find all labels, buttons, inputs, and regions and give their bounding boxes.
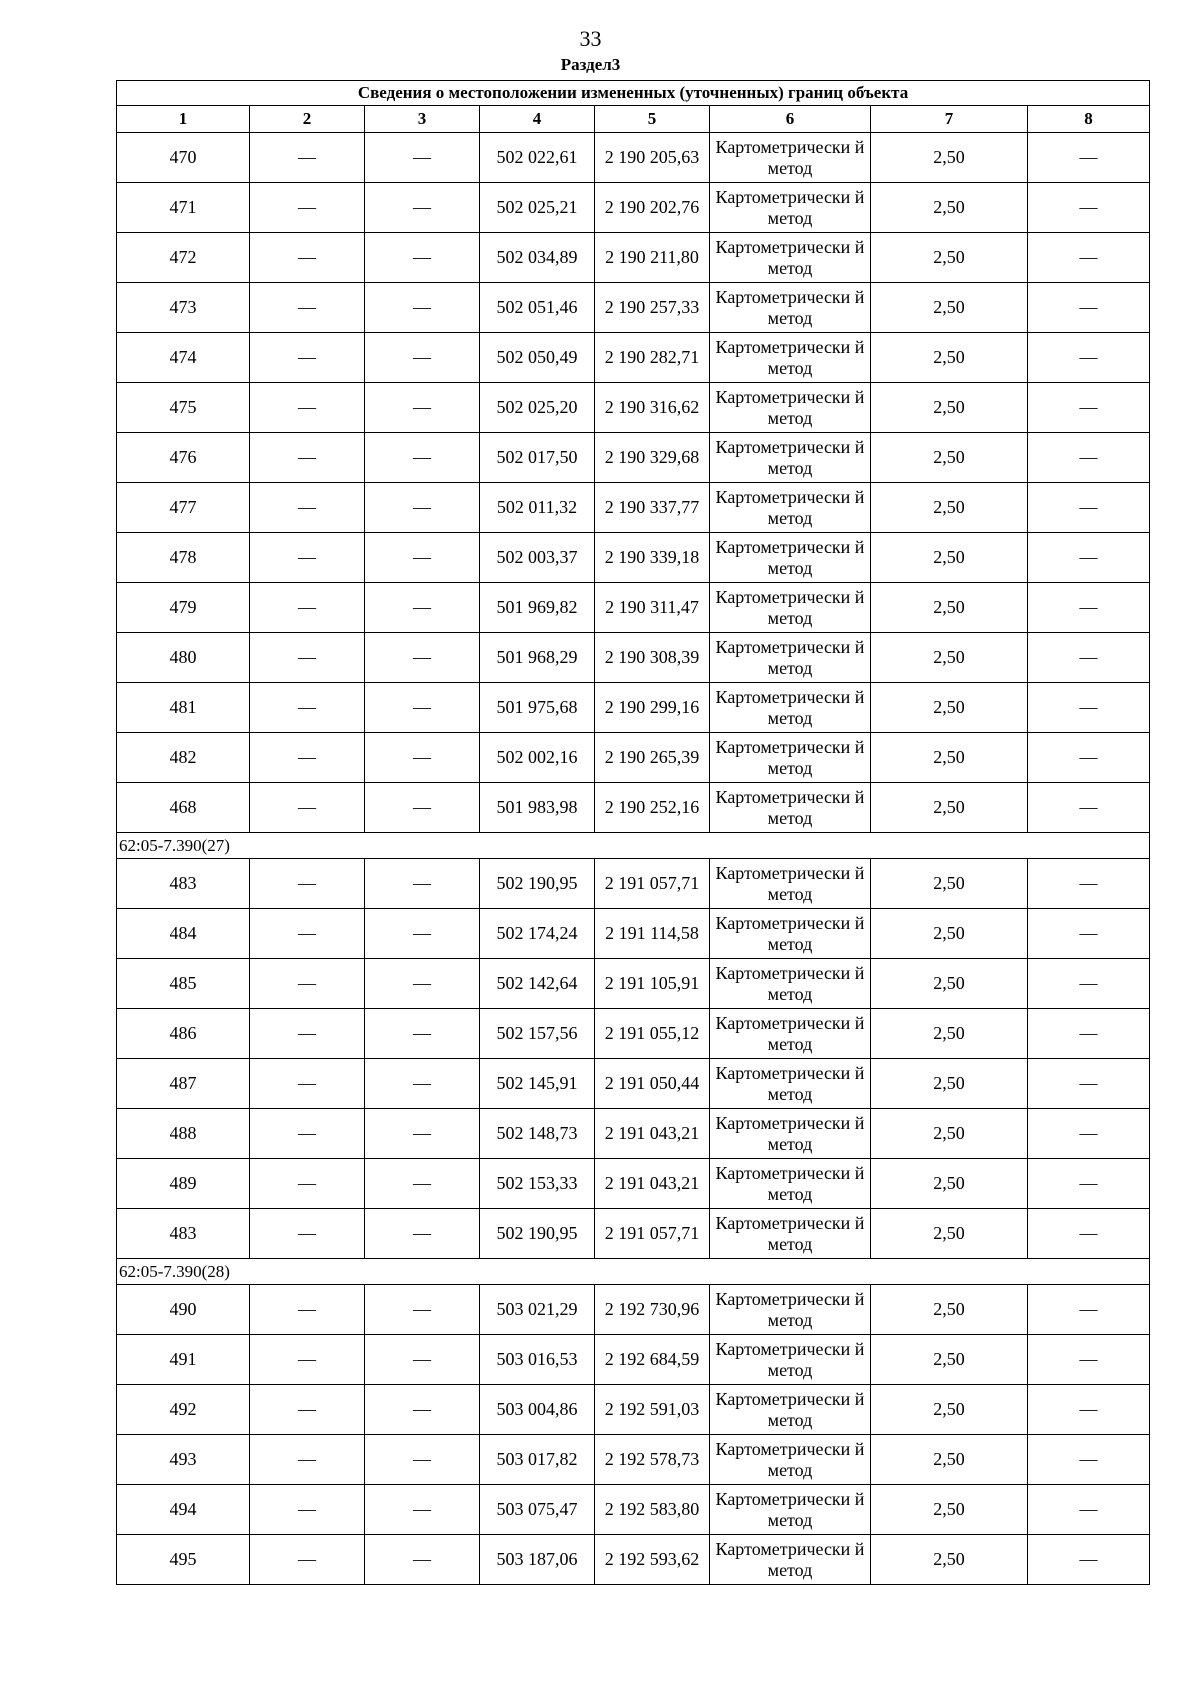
table-cell-col-5: 2 192 591,03 (595, 1385, 710, 1435)
table-cell-col-6: Картометрически й метод (710, 383, 871, 433)
table-cell-col-5: 2 192 730,96 (595, 1285, 710, 1335)
table-cell-col-1: 495 (117, 1535, 250, 1585)
table-cell-col-5: 2 190 311,47 (595, 583, 710, 633)
table-cell-col-1: 478 (117, 533, 250, 583)
table-cell-col-8: — (1028, 333, 1150, 383)
column-header-7: 7 (871, 106, 1028, 133)
table-cell-col-2: — (250, 1009, 365, 1059)
column-header-1: 1 (117, 106, 250, 133)
table-cell-col-4: 502 011,32 (480, 483, 595, 533)
table-cell-col-4: 502 157,56 (480, 1009, 595, 1059)
table-cell-col-8: — (1028, 383, 1150, 433)
table-cell-col-3: — (365, 1159, 480, 1209)
table-cell-col-2: — (250, 909, 365, 959)
table-cell-col-3: — (365, 1385, 480, 1435)
table-row (117, 683, 1150, 733)
table-cell-col-2: — (250, 1285, 365, 1335)
table-cell-col-1: 474 (117, 333, 250, 383)
table-cell-col-4: 503 004,86 (480, 1385, 595, 1435)
table-cell-col-5: 2 191 043,21 (595, 1159, 710, 1209)
table-cell-col-5: 2 190 211,80 (595, 233, 710, 283)
table-row (117, 859, 1150, 909)
table-cell-col-1: 481 (117, 683, 250, 733)
table-cell-col-4: 502 148,73 (480, 1109, 595, 1159)
table-cell-col-8: — (1028, 1009, 1150, 1059)
table-cell-col-6: Картометрически й метод (710, 433, 871, 483)
table-cell-col-5: 2 190 205,63 (595, 133, 710, 183)
table-cell-col-1: 476 (117, 433, 250, 483)
table-cell-col-7: 2,50 (871, 1485, 1028, 1535)
table-cell-col-6: Картометрически й метод (710, 683, 871, 733)
table-cell-col-4: 503 017,82 (480, 1435, 595, 1485)
table-cell-col-7: 2,50 (871, 133, 1028, 183)
table-row (117, 733, 1150, 783)
table-cell-col-1: 468 (117, 783, 250, 833)
table-cell-col-1: 470 (117, 133, 250, 183)
table-cell-col-6: Картометрически й метод (710, 483, 871, 533)
table-cell-col-5: 2 190 282,71 (595, 333, 710, 383)
table-caption-row (117, 81, 1150, 106)
table-cell-col-4: 501 975,68 (480, 683, 595, 733)
table-row (117, 959, 1150, 1009)
table-cell-col-3: — (365, 1435, 480, 1485)
table-row (117, 1209, 1150, 1259)
table-cell-col-5: 2 190 308,39 (595, 633, 710, 683)
table-cell-col-1: 483 (117, 1209, 250, 1259)
table-cell-col-1: 473 (117, 283, 250, 333)
table-row (117, 1159, 1150, 1209)
table-cell-col-2: — (250, 483, 365, 533)
table-row (117, 183, 1150, 233)
table-cell-col-8: — (1028, 583, 1150, 633)
table-cell-col-7: 2,50 (871, 1109, 1028, 1159)
table-cell-col-7: 2,50 (871, 633, 1028, 683)
table-cell-col-3: — (365, 533, 480, 583)
table-cell-col-8: — (1028, 133, 1150, 183)
table-cell-col-4: 502 025,21 (480, 183, 595, 233)
table-cell-col-4: 502 034,89 (480, 233, 595, 283)
table-cell-col-5: 2 190 265,39 (595, 733, 710, 783)
table-row (117, 483, 1150, 533)
table-cell-col-3: — (365, 959, 480, 1009)
table-cell-col-7: 2,50 (871, 183, 1028, 233)
table-cell-col-6: Картометрически й метод (710, 633, 871, 683)
table-cell-col-5: 2 190 299,16 (595, 683, 710, 733)
table-cell-col-8: — (1028, 909, 1150, 959)
table-cell-col-6: Картометрически й метод (710, 1435, 871, 1485)
table-cell-col-4: 502 050,49 (480, 333, 595, 383)
table-cell-col-8: — (1028, 1385, 1150, 1435)
table-cell-col-1: 493 (117, 1435, 250, 1485)
table-cell-col-8: — (1028, 633, 1150, 683)
table-cell-col-3: — (365, 633, 480, 683)
table-cell-col-2: — (250, 783, 365, 833)
column-header-row (117, 106, 1150, 133)
table-cell-col-2: — (250, 1535, 365, 1585)
table-cell-col-2: — (250, 433, 365, 483)
table-row (117, 1109, 1150, 1159)
boundary-coordinates-table (116, 80, 1150, 1585)
table-cell-col-6: Картометрически й метод (710, 1059, 871, 1109)
table-cell-col-2: — (250, 1159, 365, 1209)
table-cell-col-5: 2 191 050,44 (595, 1059, 710, 1109)
table-cell-col-5: 2 190 329,68 (595, 433, 710, 483)
table-cell-col-2: — (250, 583, 365, 633)
table-cell-col-5: 2 190 257,33 (595, 283, 710, 333)
table-cell-col-8: — (1028, 683, 1150, 733)
column-header-5: 5 (595, 106, 710, 133)
table-cell-col-1: 492 (117, 1385, 250, 1435)
table-cell-col-1: 471 (117, 183, 250, 233)
table-cell-col-8: — (1028, 433, 1150, 483)
table-cell-col-4: 503 075,47 (480, 1485, 595, 1535)
table-cell-col-5: 2 191 043,21 (595, 1109, 710, 1159)
table-cell-col-6: Картометрически й метод (710, 583, 871, 633)
group-label: 62:05-7.390(27) (117, 833, 1150, 859)
table-cell-col-3: — (365, 1335, 480, 1385)
table-cell-col-6: Картометрически й метод (710, 859, 871, 909)
table-cell-col-7: 2,50 (871, 1059, 1028, 1109)
table-cell-col-5: 2 191 114,58 (595, 909, 710, 959)
table-cell-col-6: Картометрически й метод (710, 1385, 871, 1435)
table-row (117, 133, 1150, 183)
table-row (117, 233, 1150, 283)
table-cell-col-8: — (1028, 233, 1150, 283)
table-cell-col-8: — (1028, 1335, 1150, 1385)
table-cell-col-3: — (365, 1109, 480, 1159)
table-cell-col-4: 502 174,24 (480, 909, 595, 959)
table-cell-col-3: — (365, 859, 480, 909)
table-cell-col-7: 2,50 (871, 733, 1028, 783)
table-cell-col-5: 2 190 337,77 (595, 483, 710, 533)
table-cell-col-2: — (250, 959, 365, 1009)
table-cell-col-3: — (365, 1535, 480, 1585)
table-row (117, 1485, 1150, 1535)
table-cell-col-3: — (365, 133, 480, 183)
table-cell-col-7: 2,50 (871, 433, 1028, 483)
table-cell-col-1: 477 (117, 483, 250, 533)
table-row (117, 1435, 1150, 1485)
table-cell-col-8: — (1028, 183, 1150, 233)
table-cell-col-7: 2,50 (871, 233, 1028, 283)
table-cell-col-8: — (1028, 859, 1150, 909)
group-label-row (117, 1259, 1150, 1285)
table-row (117, 909, 1150, 959)
table-cell-col-1: 486 (117, 1009, 250, 1059)
table-cell-col-4: 502 017,50 (480, 433, 595, 483)
table-row (117, 1385, 1150, 1435)
table-cell-col-4: 502 051,46 (480, 283, 595, 333)
table-cell-col-1: 483 (117, 859, 250, 909)
table-cell-col-5: 2 192 583,80 (595, 1485, 710, 1535)
table-cell-col-1: 484 (117, 909, 250, 959)
table-cell-col-6: Картометрически й метод (710, 233, 871, 283)
table-cell-col-2: — (250, 633, 365, 683)
table-cell-col-5: 2 192 578,73 (595, 1435, 710, 1485)
table-cell-col-8: — (1028, 1209, 1150, 1259)
table-cell-col-1: 480 (117, 633, 250, 683)
table-cell-col-4: 501 983,98 (480, 783, 595, 833)
table-cell-col-3: — (365, 583, 480, 633)
table-cell-col-3: — (365, 233, 480, 283)
table-cell-col-2: — (250, 683, 365, 733)
table-row (117, 1535, 1150, 1585)
table-cell-col-5: 2 191 057,71 (595, 1209, 710, 1259)
table-cell-col-4: 502 190,95 (480, 859, 595, 909)
table-cell-col-3: — (365, 433, 480, 483)
table-row (117, 533, 1150, 583)
table-cell-col-1: 482 (117, 733, 250, 783)
table-cell-col-6: Картометрически й метод (710, 133, 871, 183)
table-cell-col-6: Картометрически й метод (710, 1535, 871, 1585)
table-cell-col-7: 2,50 (871, 283, 1028, 333)
table-cell-col-5: 2 190 339,18 (595, 533, 710, 583)
table-cell-col-7: 2,50 (871, 333, 1028, 383)
column-header-2: 2 (250, 106, 365, 133)
table-cell-col-7: 2,50 (871, 1385, 1028, 1435)
table-cell-col-6: Картометрически й метод (710, 733, 871, 783)
table-cell-col-2: — (250, 1485, 365, 1535)
table-cell-col-3: — (365, 183, 480, 233)
table-cell-col-5: 2 192 684,59 (595, 1335, 710, 1385)
table-row (117, 1059, 1150, 1109)
table-cell-col-1: 479 (117, 583, 250, 633)
table-cell-col-4: 501 969,82 (480, 583, 595, 633)
table-cell-col-2: — (250, 1335, 365, 1385)
table-cell-col-7: 2,50 (871, 483, 1028, 533)
table-cell-col-8: — (1028, 1059, 1150, 1109)
table-cell-col-1: 487 (117, 1059, 250, 1109)
table-cell-col-8: — (1028, 483, 1150, 533)
table-cell-col-6: Картометрически й метод (710, 909, 871, 959)
table-cell-col-1: 488 (117, 1109, 250, 1159)
table-cell-col-7: 2,50 (871, 1535, 1028, 1585)
table-cell-col-4: 502 002,16 (480, 733, 595, 783)
table-row (117, 333, 1150, 383)
table-cell-col-4: 502 142,64 (480, 959, 595, 1009)
table-cell-col-7: 2,50 (871, 583, 1028, 633)
table-cell-col-3: — (365, 1209, 480, 1259)
page-number: 33 (579, 26, 602, 51)
table-cell-col-8: — (1028, 733, 1150, 783)
table-cell-col-5: 2 190 316,62 (595, 383, 710, 433)
table-row (117, 383, 1150, 433)
table-cell-col-4: 502 153,33 (480, 1159, 595, 1209)
table-cell-col-8: — (1028, 1485, 1150, 1535)
table-cell-col-4: 503 187,06 (480, 1535, 595, 1585)
table-cell-col-4: 502 190,95 (480, 1209, 595, 1259)
table-cell-col-2: — (250, 1385, 365, 1435)
table-cell-col-4: 502 003,37 (480, 533, 595, 583)
table-cell-col-1: 485 (117, 959, 250, 1009)
table-cell-col-7: 2,50 (871, 683, 1028, 733)
table-cell-col-4: 501 968,29 (480, 633, 595, 683)
table-cell-col-1: 494 (117, 1485, 250, 1535)
table-cell-col-1: 491 (117, 1335, 250, 1385)
table-cell-col-2: — (250, 859, 365, 909)
table-cell-col-4: 503 016,53 (480, 1335, 595, 1385)
table-cell-col-8: — (1028, 1285, 1150, 1335)
table-cell-col-2: — (250, 1435, 365, 1485)
table-cell-col-6: Картометрически й метод (710, 1159, 871, 1209)
table-cell-col-2: — (250, 733, 365, 783)
column-header-6: 6 (710, 106, 871, 133)
table-cell-col-4: 502 022,61 (480, 133, 595, 183)
table-cell-col-4: 502 145,91 (480, 1059, 595, 1109)
table-cell-col-6: Картометрически й метод (710, 1335, 871, 1385)
table-cell-col-3: — (365, 1059, 480, 1109)
table-cell-col-6: Картометрически й метод (710, 1285, 871, 1335)
table-cell-col-4: 503 021,29 (480, 1285, 595, 1335)
table-cell-col-7: 2,50 (871, 859, 1028, 909)
table-cell-col-6: Картометрически й метод (710, 333, 871, 383)
table-cell-col-7: 2,50 (871, 959, 1028, 1009)
table-cell-col-7: 2,50 (871, 383, 1028, 433)
table-cell-col-2: — (250, 1109, 365, 1159)
table-cell-col-3: — (365, 783, 480, 833)
group-label-row (117, 833, 1150, 859)
table-body (117, 133, 1150, 1585)
table-cell-col-6: Картометрически й метод (710, 283, 871, 333)
table-cell-col-2: — (250, 383, 365, 433)
table-cell-col-2: — (250, 1059, 365, 1109)
table-row (117, 633, 1150, 683)
table-row (117, 783, 1150, 833)
table-cell-col-3: — (365, 333, 480, 383)
table-cell-col-3: — (365, 1009, 480, 1059)
table-cell-col-6: Картометрически й метод (710, 183, 871, 233)
table-row (117, 1009, 1150, 1059)
table-row (117, 1335, 1150, 1385)
table-cell-col-8: — (1028, 1159, 1150, 1209)
table-cell-col-5: 2 190 202,76 (595, 183, 710, 233)
section-title: Раздел3 (560, 55, 621, 74)
column-header-3: 3 (365, 106, 480, 133)
table-cell-col-2: — (250, 283, 365, 333)
table-cell-col-7: 2,50 (871, 783, 1028, 833)
table-cell-col-7: 2,50 (871, 1285, 1028, 1335)
table-cell-col-6: Картометрически й метод (710, 1209, 871, 1259)
table-row (117, 283, 1150, 333)
table-cell-col-3: — (365, 733, 480, 783)
table-cell-col-5: 2 191 057,71 (595, 859, 710, 909)
table-cell-col-8: — (1028, 1535, 1150, 1585)
table-cell-col-3: — (365, 909, 480, 959)
table-cell-col-2: — (250, 183, 365, 233)
table-cell-col-3: — (365, 683, 480, 733)
table-cell-col-7: 2,50 (871, 1009, 1028, 1059)
table-cell-col-6: Картометрически й метод (710, 783, 871, 833)
table-cell-col-7: 2,50 (871, 1435, 1028, 1485)
table-cell-col-8: — (1028, 1435, 1150, 1485)
table-cell-col-1: 475 (117, 383, 250, 433)
table-cell-col-2: — (250, 333, 365, 383)
table-cell-col-1: 472 (117, 233, 250, 283)
table-cell-col-4: 502 025,20 (480, 383, 595, 433)
table-cell-col-1: 489 (117, 1159, 250, 1209)
table-cell-col-3: — (365, 383, 480, 433)
table-cell-col-1: 490 (117, 1285, 250, 1335)
table-cell-col-5: 2 191 055,12 (595, 1009, 710, 1059)
table-cell-col-2: — (250, 1209, 365, 1259)
table-cell-col-5: 2 190 252,16 (595, 783, 710, 833)
table-cell-col-2: — (250, 233, 365, 283)
table-cell-col-8: — (1028, 783, 1150, 833)
table-cell-col-6: Картометрически й метод (710, 533, 871, 583)
table-cell-col-6: Картометрически й метод (710, 959, 871, 1009)
table-cell-col-7: 2,50 (871, 909, 1028, 959)
table-row (117, 433, 1150, 483)
table-cell-col-7: 2,50 (871, 1159, 1028, 1209)
table-cell-col-2: — (250, 133, 365, 183)
table-cell-col-6: Картометрически й метод (710, 1109, 871, 1159)
table-cell-col-6: Картометрически й метод (710, 1009, 871, 1059)
table-cell-col-8: — (1028, 533, 1150, 583)
table-cell-col-3: — (365, 283, 480, 333)
group-label: 62:05-7.390(28) (117, 1259, 1150, 1285)
table-cell-col-7: 2,50 (871, 1335, 1028, 1385)
column-header-4: 4 (480, 106, 595, 133)
table-cell-col-7: 2,50 (871, 1209, 1028, 1259)
table-cell-col-2: — (250, 533, 365, 583)
table-cell-col-3: — (365, 1485, 480, 1535)
table-row (117, 1285, 1150, 1335)
table-row (117, 583, 1150, 633)
table-caption: Сведения о местоположении измененных (уточненных) границ объекта (117, 81, 1150, 106)
table-cell-col-5: 2 192 593,62 (595, 1535, 710, 1585)
table-cell-col-8: — (1028, 283, 1150, 333)
table-cell-col-7: 2,50 (871, 533, 1028, 583)
table-cell-col-8: — (1028, 1109, 1150, 1159)
table-cell-col-3: — (365, 483, 480, 533)
column-header-8: 8 (1028, 106, 1150, 133)
table-cell-col-8: — (1028, 959, 1150, 1009)
table-cell-col-6: Картометрически й метод (710, 1485, 871, 1535)
table-cell-col-5: 2 191 105,91 (595, 959, 710, 1009)
table-cell-col-3: — (365, 1285, 480, 1335)
